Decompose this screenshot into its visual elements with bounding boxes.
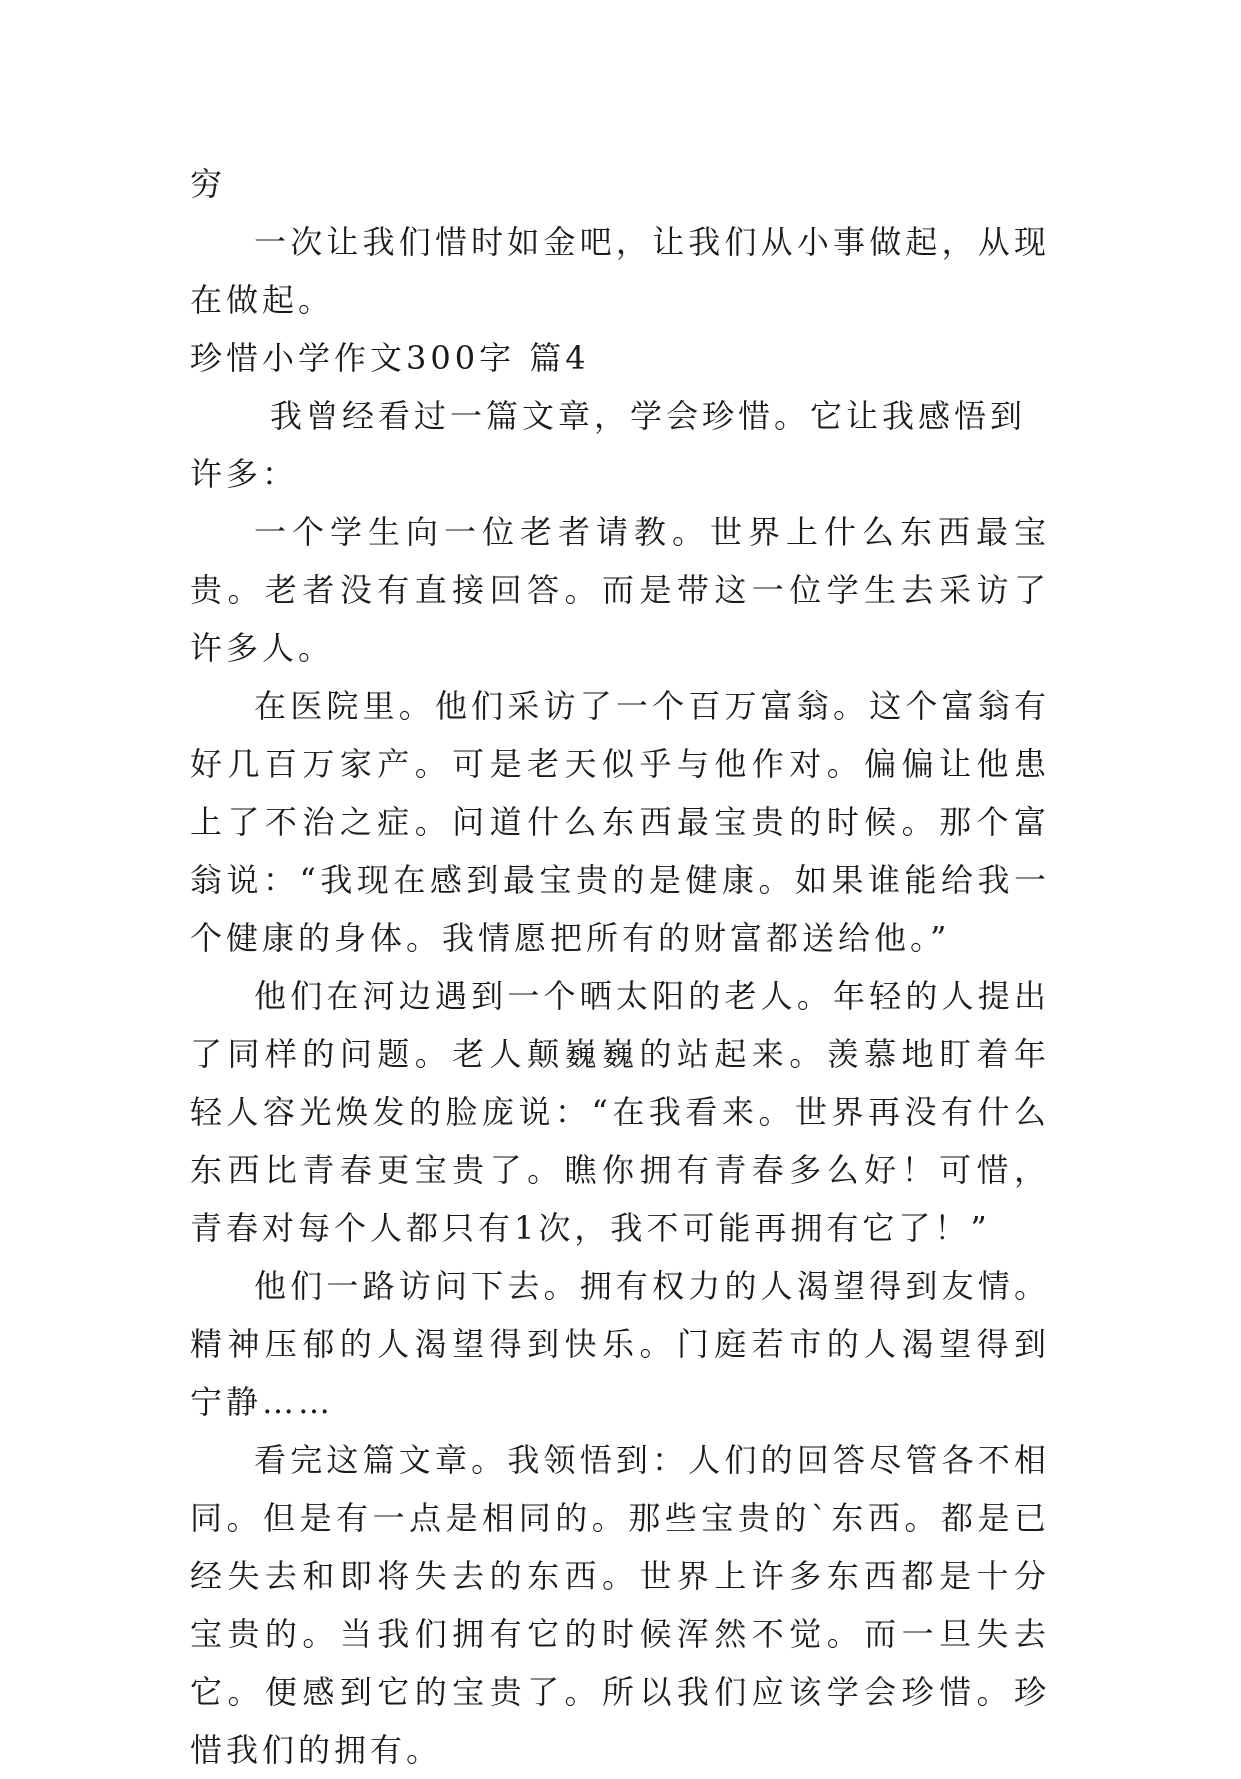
paragraph: 我曾经看过一篇文章，学会珍惜。它让我感悟到许多： bbox=[190, 397, 1027, 493]
paragraph: 在医院里。他们采访了一个百万富翁。这个富翁有好几百万家产。可是老天似乎与他作对。偏偏让他患上了不治之症。问道什么东西最宝贵的时候。那个富翁说：“我现在感到最宝贵的是健康。如果谁能给我一个健康的身体。我情愿把所有的财富都送给他。” bbox=[190, 687, 1050, 957]
paragraph: 看完这篇文章。我领悟到：人们的回答尽管各不相同。但是有一点是相同的。那些宝贵的`东西。都是已经失去和即将失去的东西。世界上许多东西都是十分宝贵的。当我们拥有它的时候浑然不觉。而一旦失去它。便感到它的宝贵了。所以我们应该学会珍惜。珍惜我们的拥有。 bbox=[190, 1441, 1050, 1769]
paragraph-continuation: 穷 bbox=[190, 165, 227, 203]
document-body bbox=[190, 155, 1050, 1779]
paragraph: 一个学生向一位老者请教。世界上什么东西最宝贵。老者没有直接回答。而是带这一位学生去采访了许多人。 bbox=[190, 513, 1050, 667]
paragraph: 他们一路访问下去。拥有权力的人渴望得到友情。精神压郁的人渴望得到快乐。门庭若市的人渴望得到宁静…… bbox=[190, 1267, 1050, 1421]
section-heading: 珍惜小学作文300字 篇4 bbox=[190, 339, 590, 377]
paragraph: 一次让我们惜时如金吧，让我们从小事做起，从现在做起。 bbox=[190, 223, 1050, 319]
paragraph: 他们在河边遇到一个晒太阳的老人。年轻的人提出了同样的问题。老人颠巍巍的站起来。羡慕地盯着年轻人容光焕发的脸庞说：“在我看来。世界再没有什么东西比青春更宝贵了。瞧你拥有青春多么好！可惜，青春对每个人都只有1次，我不可能再拥有它了！” bbox=[190, 977, 1050, 1247]
